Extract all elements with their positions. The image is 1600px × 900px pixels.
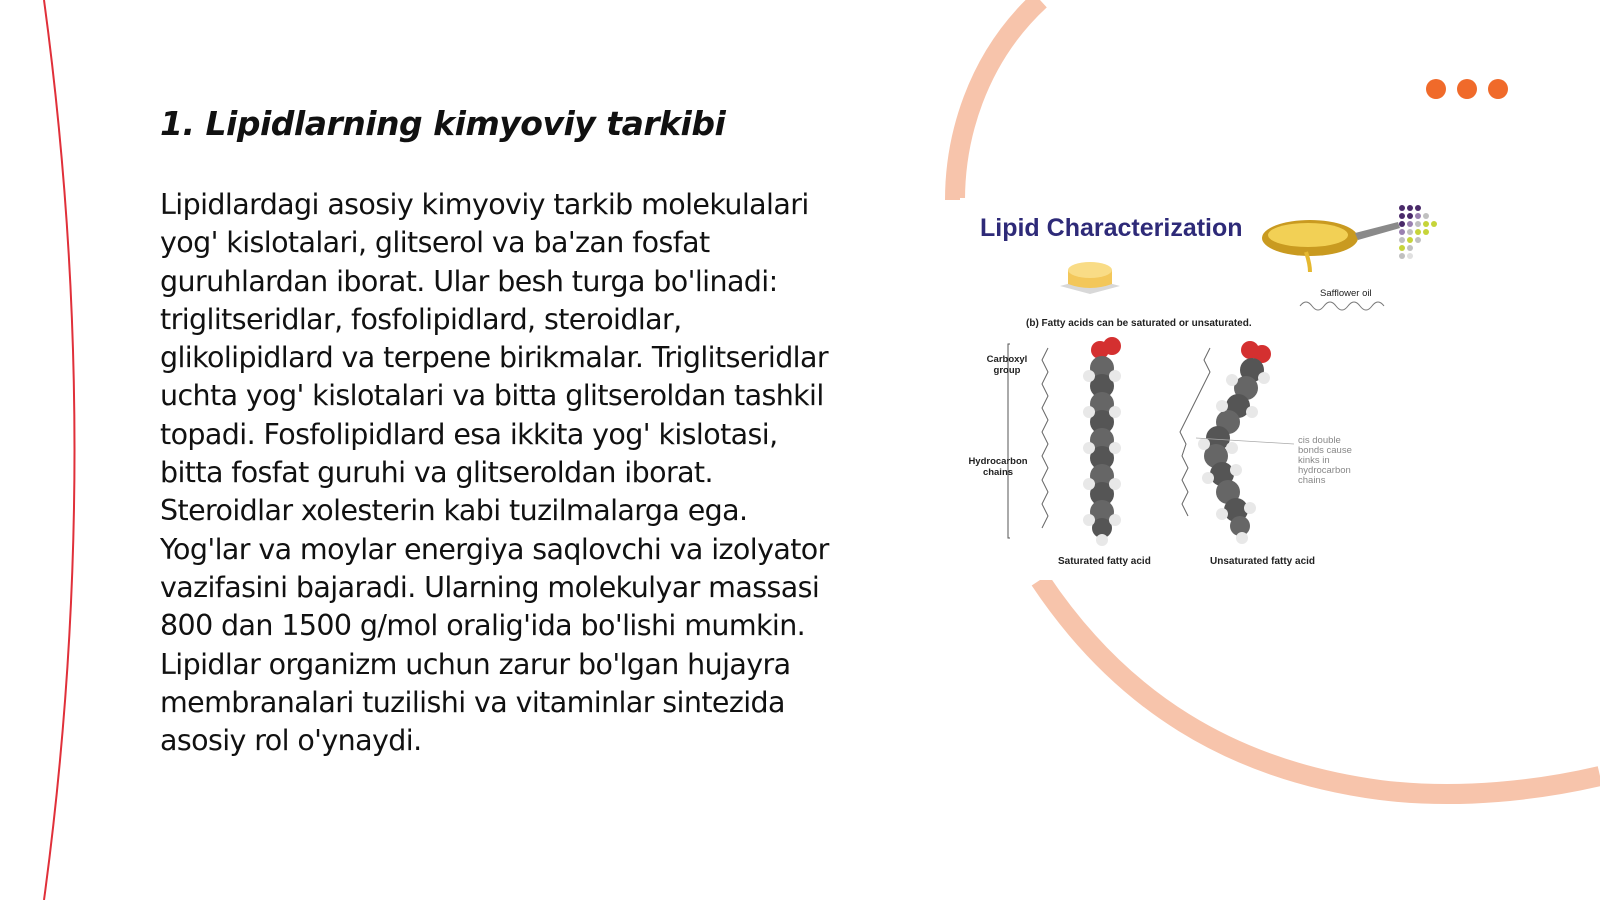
lipid-figure [960,198,1450,580]
lipid-figure-drawing [960,198,1450,580]
unsaturated-model [1198,341,1271,544]
butter-illustration [1060,262,1120,294]
cis-double-bond-note: cis double bonds cause kinks in hydrocarbon chains [1298,435,1352,486]
dot-1 [1426,79,1446,99]
unsaturated-fatty-acid-label: Unsaturated fatty acid [1210,556,1316,567]
slide-title: 1. Lipidlarning kimyoviy tarkibi [160,104,726,143]
figure-title: Lipid Characterization [980,214,1243,242]
hydrocarbon-chains-label: Hydrocarbon chains [968,456,1028,478]
dot-grid-logo [1399,205,1437,259]
slide-body-text: Lipidlardagi asosiy kimyoviy tarkib molekulalari yog' kislotalari, glitserol va ba'zan fosfat guruhlardan iborat. Ular besh turga bo'linadi: triglitseridlar, fosfolipidlard, steroidlar, glikolipidlard va terpene birikmalar. Triglitseridlar uchta yog' kislotalari va bitta glitseroldan tashkil topadi. Fosfolipidlard esa ikkita yog' kislotasi, bitta fosfat guruhi va glitseroldan iborat. Steroidlar xolesterin kabi tuzilmalarga ega. Yog'lar va moylar energiya saqlovchi va izolyator vazifasini bajaradi. Ularning molekulyar massasi 800 dan 1500 g/mol oralig'ida bo'lishi mumkin. Lipidlar organizm uchun zarur bo'lgan hujayra membranalari tuzilishi va vitaminlar sintezida asosiy rol o'ynaydi. [160,188,829,758]
safflower-label: Safflower oil [1320,288,1372,299]
carboxyl-group-label: Carboxyl group [986,354,1028,376]
figure-caption: (b) Fatty acids can be saturated or unsaturated. [1026,318,1252,329]
dot-2 [1457,79,1477,99]
saturated-fatty-acid-label: Saturated fatty acid [1058,556,1151,567]
spoon-oil-illustration [1262,220,1400,272]
saturated-model [1083,337,1121,546]
dot-3 [1488,79,1508,99]
decorative-dots [1426,79,1508,99]
